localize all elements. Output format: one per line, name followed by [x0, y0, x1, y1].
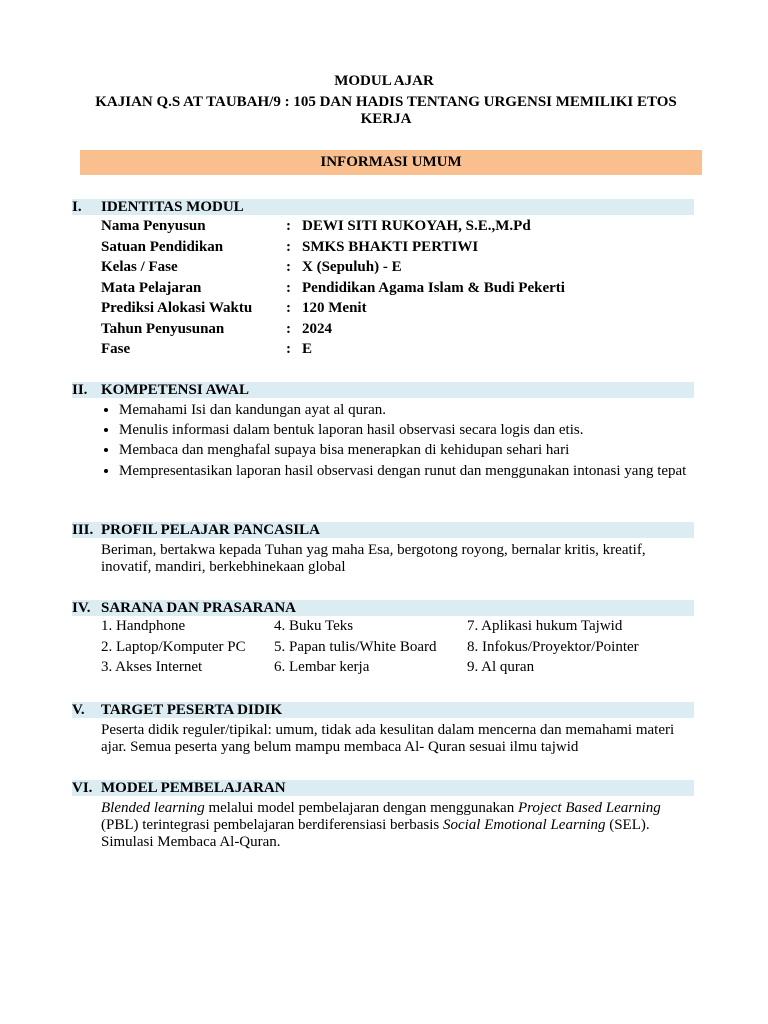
model-term: Project Based Learning [517, 800, 661, 816]
identity-value: X (Sepuluh) - E [302, 259, 402, 275]
section-number: III. [72, 522, 94, 538]
document-title: MODUL AJAR [334, 73, 434, 89]
identity-row [101, 257, 565, 278]
identity-value: Pendidikan Agama Islam & Budi Pekerti [302, 279, 565, 296]
identity-row [101, 339, 565, 360]
target-text: Peserta didik reguler/tipikal: umum, tidak ada kesulitan dalam mencerna dan memahami materi ajar. Semua peserta yang belum mampu membaca Al- Quran sesuai ilmu tajwid [101, 722, 675, 755]
section-kompetensi [72, 382, 702, 483]
facility-item: 5. Papan tulis/White Board [274, 638, 437, 655]
section-title: MODEL PEMBELAJARAN [101, 780, 286, 796]
section-header [72, 199, 694, 215]
list-item: • Membaca dan menghafal supaya bisa menerapkan di kehidupan sehari hari [119, 442, 702, 459]
document-subtitle: KAJIAN Q.S AT TAUBAH/9 : 105 DAN HADIS TENTANG URGENSI MEMILIKI ETOS KERJA [95, 94, 677, 127]
section-title: IDENTITAS MODUL [101, 199, 244, 215]
identity-key: Tahun Penyusunan [101, 320, 225, 337]
facility-item: 8. Infokus/Proyektor/Pointer [467, 638, 639, 655]
list-item: • Mempresentasikan laporan hasil observasi dengan runut dan menggunakan intonasi yang tepat [119, 463, 702, 480]
identity-key: Kelas / Fase [101, 259, 178, 275]
section-header [72, 600, 694, 616]
model-simulation: Simulasi Membaca Al-Quran. [101, 834, 281, 850]
model-text-part: melalui model pembelajaran dengan menggunakan [204, 800, 518, 816]
section-number: VI. [72, 780, 93, 796]
identity-sep: : [286, 218, 291, 234]
section-title: TARGET PESERTA DIDIK [101, 702, 283, 718]
section-header [72, 522, 694, 538]
section-number: IV. [72, 600, 91, 616]
identity-table [101, 216, 565, 360]
identity-row [101, 237, 565, 258]
identity-value: DEWI SITI RUKOYAH, S.E.,M.Pd [302, 218, 531, 234]
identity-key: Nama Penyusun [101, 218, 206, 234]
section-number: I. [72, 199, 82, 215]
section-header [72, 702, 694, 718]
identity-value: SMKS BHAKTI PERTIWI [302, 238, 479, 255]
model-text-part: (SEL). [605, 817, 650, 833]
facility-item: 6. Lembar kerja [274, 659, 370, 675]
identity-row [101, 298, 565, 319]
facility-item: 2. Laptop/Komputer PC [101, 638, 246, 655]
section-sarana [72, 600, 702, 678]
identity-sep: : [286, 238, 291, 255]
profile-text: Beriman, bertakwa kepada Tuhan yag maha Esa, bergotong royong, bernalar kritis, kreatif, inovatif, mandiri, berkebhinekaan global [101, 542, 646, 575]
identity-key: Mata Pelajaran [101, 279, 202, 296]
section-header [72, 382, 694, 398]
facility-item: 7. Aplikasi hukum Tajwid [467, 618, 623, 634]
identity-row [101, 216, 565, 237]
identity-key: Prediksi Alokasi Waktu [101, 300, 253, 316]
facility-item: 1. Handphone [101, 618, 186, 634]
facility-item: 9. Al quran [467, 659, 535, 675]
section-title: PROFIL PELAJAR PANCASILA [101, 522, 320, 538]
identity-value: E [302, 341, 313, 357]
facility-table [101, 616, 677, 678]
section-target [72, 702, 702, 756]
info-heading: INFORMASI UMUM [80, 150, 702, 175]
identity-key: Fase [101, 341, 131, 357]
identity-row [101, 278, 565, 299]
section-profil [72, 522, 702, 576]
facility-row [101, 657, 677, 678]
competency-list [101, 402, 702, 480]
facility-item: 4. Buku Teks [274, 618, 354, 634]
model-term: Blended learning [101, 800, 205, 816]
list-item: • Menulis informasi dalam bentuk laporan hasil observasi secara logis dan etis. [119, 422, 702, 439]
section-identitas [72, 199, 702, 360]
identity-sep: : [286, 320, 291, 337]
facility-item: 3. Akses Internet [101, 659, 203, 675]
identity-sep: : [286, 259, 291, 275]
section-number: V. [72, 702, 85, 718]
facility-row [101, 637, 677, 658]
identity-value: 2024 [302, 320, 332, 337]
model-text [101, 800, 693, 834]
identity-sep: : [286, 279, 291, 296]
identity-row [101, 319, 565, 340]
section-title: SARANA DAN PRASARANA [101, 600, 297, 616]
list-item: • Memahami Isi dan kandungan ayat al quran. [119, 402, 702, 419]
identity-sep: : [286, 341, 291, 357]
section-header [72, 780, 694, 796]
identity-value: 120 Menit [302, 300, 367, 316]
model-text-part: (PBL) terintegrasi pembelajaran berdiferensiasi berbasis [101, 817, 443, 833]
identity-key: Satuan Pendidikan [101, 238, 224, 255]
section-number: II. [72, 382, 88, 398]
identity-sep: : [286, 300, 291, 316]
section-model [72, 780, 702, 851]
model-term: Social Emotional Learning [442, 817, 606, 833]
facility-row [101, 616, 677, 637]
section-title: KOMPETENSI AWAL [101, 382, 249, 398]
